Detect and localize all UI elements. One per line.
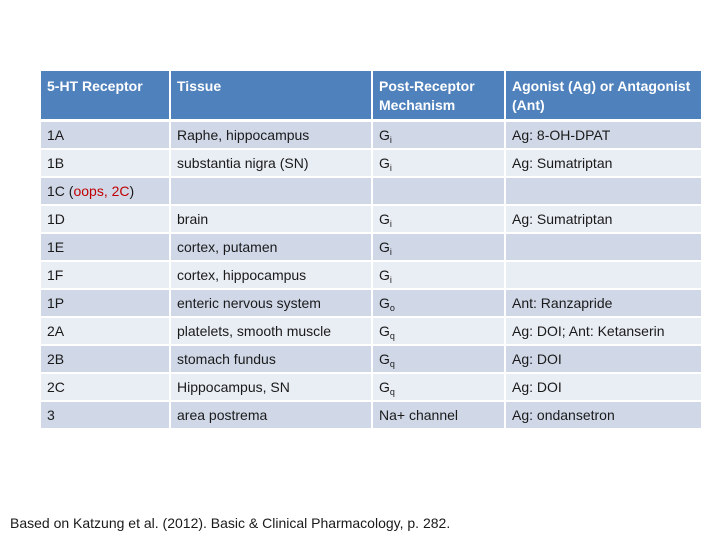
citation-footnote: Based on Katzung et al. (2012). Basic & Clinical Pharmacology, p. 282. bbox=[10, 515, 451, 531]
mechanism-cell: $G_i$ bbox=[372, 149, 505, 177]
receptor-cell: 1D bbox=[41, 205, 170, 233]
table-row bbox=[41, 149, 701, 177]
agent-cell: Ant: Ranzapride bbox=[505, 289, 701, 317]
agent-cell: Ag: DOI bbox=[505, 373, 701, 401]
tissue-cell: cortex, putamen bbox=[170, 233, 372, 261]
tissue-cell: substantia nigra (SN) bbox=[170, 149, 372, 177]
agent-cell: Ag: Sumatriptan bbox=[505, 205, 701, 233]
receptor-cell: 1E bbox=[41, 233, 170, 261]
mechanism-cell: $G_i$ bbox=[372, 121, 505, 150]
receptor-cell: 2A bbox=[41, 317, 170, 345]
agent-cell bbox=[505, 261, 701, 289]
mechanism-cell: $G_q$ bbox=[372, 345, 505, 373]
table-row bbox=[41, 289, 701, 317]
agent-cell: Ag: 8-OH-DPAT bbox=[505, 121, 701, 150]
tissue-cell: enteric nervous system bbox=[170, 289, 372, 317]
agent-cell: Ag: DOI bbox=[505, 345, 701, 373]
table-row bbox=[41, 177, 701, 205]
tissue-cell: Hippocampus, SN bbox=[170, 373, 372, 401]
agent-cell: Ag: Sumatriptan bbox=[505, 149, 701, 177]
tissue-cell: platelets, smooth muscle bbox=[170, 317, 372, 345]
table-row bbox=[41, 205, 701, 233]
receptor-cell: 1B bbox=[41, 149, 170, 177]
receptor-cell: 1P bbox=[41, 289, 170, 317]
mechanism-cell: $G_o$ bbox=[372, 289, 505, 317]
mechanism-cell: Na+ channel bbox=[372, 401, 505, 429]
table-row bbox=[41, 345, 701, 373]
agent-cell: Ag: DOI; Ant: Ketanserin bbox=[505, 317, 701, 345]
tissue-cell: cortex, hippocampus bbox=[170, 261, 372, 289]
tissue-cell bbox=[170, 177, 372, 205]
mechanism-cell: $G_q$ bbox=[372, 373, 505, 401]
tissue-cell: area postrema bbox=[170, 401, 372, 429]
mechanism-cell: $G_i$ bbox=[372, 233, 505, 261]
mechanism-cell: $G_i$ bbox=[372, 261, 505, 289]
table-row bbox=[41, 121, 701, 150]
mechanism-cell: $G_q$ bbox=[372, 317, 505, 345]
table-row bbox=[41, 401, 701, 429]
agent-cell bbox=[505, 233, 701, 261]
receptor-cell: 2C bbox=[41, 373, 170, 401]
receptor-cell: 1A bbox=[41, 121, 170, 150]
table-row bbox=[41, 317, 701, 345]
tissue-cell: Raphe, hippocampus bbox=[170, 121, 372, 150]
tissue-cell: stomach fundus bbox=[170, 345, 372, 373]
agent-cell bbox=[505, 177, 701, 205]
receptor-cell: 3 bbox=[41, 401, 170, 429]
header-agent: Agonist (Ag) or Antagonist (Ant) bbox=[505, 71, 701, 121]
correction-note: oops, 2C bbox=[73, 183, 130, 199]
table-row bbox=[41, 233, 701, 261]
tissue-cell: brain bbox=[170, 205, 372, 233]
header-tissue: Tissue bbox=[170, 71, 372, 121]
mechanism-cell: $G_i$ bbox=[372, 205, 505, 233]
table-row bbox=[41, 373, 701, 401]
table-header-row bbox=[41, 71, 701, 121]
table-row bbox=[41, 261, 701, 289]
header-receptor: 5-HT Receptor bbox=[41, 71, 170, 121]
receptor-cell: 1F bbox=[41, 261, 170, 289]
agent-cell: Ag: ondansetron bbox=[505, 401, 701, 429]
receptor-cell: 1C (oops, 2C) bbox=[41, 177, 170, 205]
receptor-table bbox=[41, 71, 701, 430]
mechanism-cell bbox=[372, 177, 505, 205]
receptor-cell: 2B bbox=[41, 345, 170, 373]
header-mechanism: Post-Receptor Mechanism bbox=[372, 71, 505, 121]
